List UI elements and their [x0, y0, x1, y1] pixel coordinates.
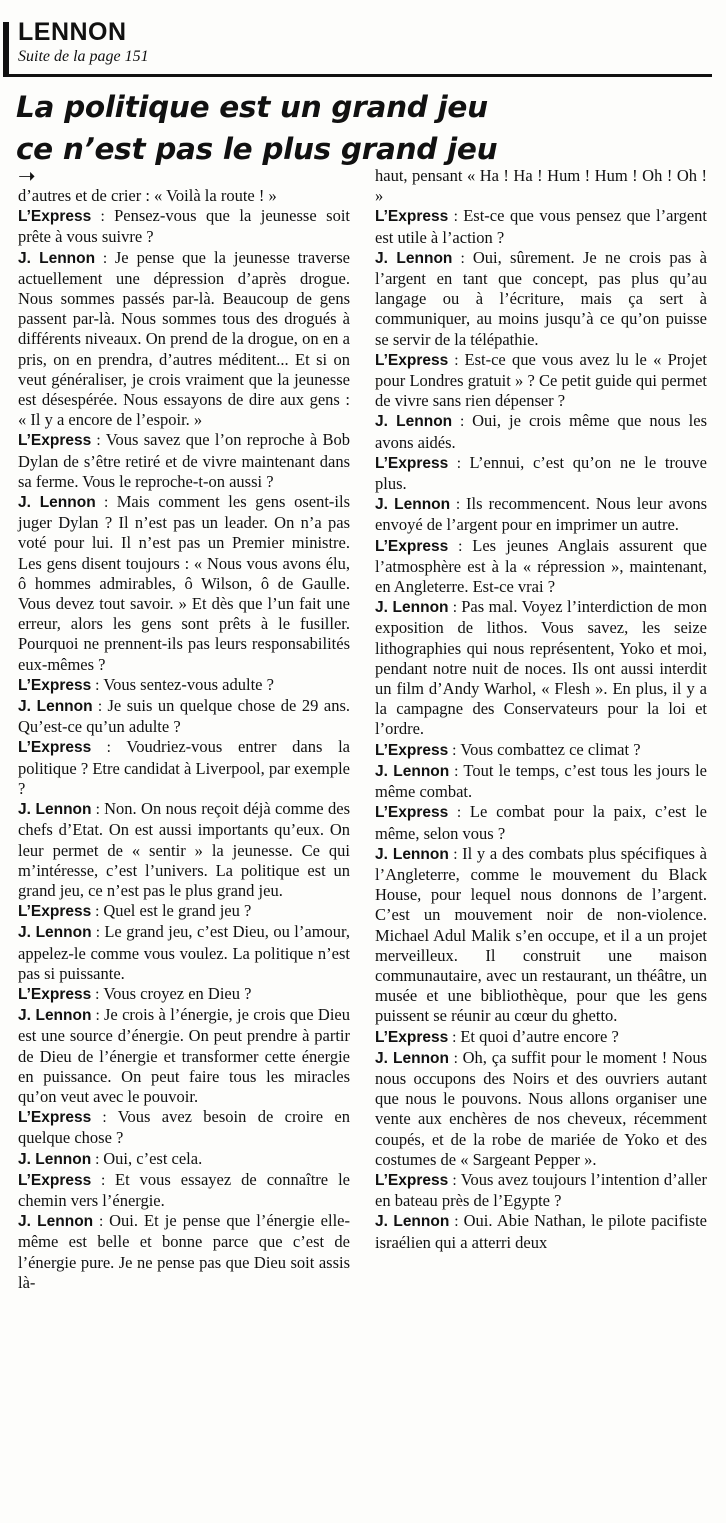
interview-paragraph [375, 411, 707, 452]
speaker-label: L’Express : [18, 739, 126, 756]
interview-paragraph [375, 166, 707, 206]
speaker-label: L’Express : [18, 432, 106, 449]
interview-paragraph [375, 453, 707, 494]
paragraph-text: Oh, ça suffit pour le moment ! Nous nous occupons des Noirs et des ouvriers autant que nous le pouvons. Nous allons organiser une vente aux enchères de nos cheveux, récemment coupés, et de la robe de mariée de Yoko et des costumes de « Sargeant Pepper ». [375, 1047, 707, 1169]
interview-paragraph [375, 597, 707, 739]
interview-paragraph [18, 1107, 350, 1148]
speaker-label: L’Express : [375, 1029, 460, 1046]
paragraph-text: Quel est le grand jeu ? [103, 901, 252, 921]
paragraph-text: Oui. Et je pense que l’énergie elle-même est belle et bonne parce que c’est de l’énergie pure. Je ne pense pas que Dieu soit assis là- [18, 1211, 350, 1292]
interview-paragraph [375, 350, 707, 412]
paragraph-text: Non. On nous reçoit déjà comme des chefs d’Etat. On est aussi importants qu’eux. On leur permet de « sentir » la jeunesse. Ce qui m’intéresse, c’est l’univers. La politique est un grand jeu, ce n’est pas le plus grand jeu. [18, 799, 351, 900]
paragraph-text: Et vous essayez de connaître le chemin vers l’énergie. [18, 1169, 350, 1210]
speaker-label: J. Lennon : [18, 801, 104, 818]
interview-paragraph [375, 1170, 707, 1211]
paragraph-text: Et quoi d’autre encore ? [460, 1026, 619, 1046]
speaker-label: J. Lennon : [375, 413, 472, 430]
speaker-label: J. Lennon : [18, 494, 117, 511]
speaker-label: L’Express : [375, 1172, 461, 1189]
paragraph-text: Est-ce que vous pensez que l’argent est utile à l’action ? [375, 206, 707, 247]
speaker-label: L’Express : [375, 352, 465, 369]
section-title: LENNON [18, 18, 127, 46]
interview-paragraph [375, 802, 707, 843]
paragraph-text: Tout le temps, c’est tous les jours le même combat. [375, 760, 707, 802]
interview-paragraph [18, 248, 350, 431]
interview-paragraph [18, 492, 350, 675]
paragraph-text: Les jeunes Anglais assurent que l’atmosphère est à la « répression », maintenant, en Angleterre. Est-ce vrai ? [375, 535, 707, 597]
speaker-label: J. Lennon : [375, 763, 463, 780]
paragraph-text: Oui, sûrement. Je ne crois pas à l’argent en tant que concept, pas plus qu’au langage ou à l’écriture, mais ça sert à communiquer, au moins jusqu’à ce qu’on puisse se servir de la télépathie. [375, 247, 707, 349]
interview-paragraph [18, 1211, 350, 1293]
interview-paragraph [375, 1027, 707, 1048]
interview-paragraph [18, 922, 350, 984]
header-bottom-rule [3, 74, 712, 77]
paragraph-text: Il y a des combats plus spécifiques à l’Angleterre, comme le mouvement du Black House, pour lequel nous donnons de l’argent. C’est un mouvement noir de non-violence. Michael Adul Malik s’en occupe, et il a un projet merveilleux. Il construit une maison communautaire, avec un restaurant, un théâtre, un musée et une bibliothèque, pour que les gens puissent se réunir au cœur du ghetto. [375, 843, 707, 1026]
interview-paragraph [18, 799, 350, 901]
right-column [375, 166, 707, 1253]
interview-paragraph [375, 1211, 707, 1252]
speaker-label: J. Lennon : [18, 250, 115, 267]
interview-paragraph [18, 206, 350, 247]
speaker-label: L’Express : [18, 1172, 115, 1189]
continuation-arrow-icon: ➝ [18, 164, 36, 188]
interview-paragraph [18, 1005, 350, 1107]
paragraph-text: Le grand jeu, c’est Dieu, ou l’amour, appelez-le comme vous voulez. La politique n’est pas si puissante. [18, 922, 350, 983]
paragraph-text: Pas mal. Voyez l’interdiction de mon exposition de lithos. Vous savez, les seize lithographies qui nous représentent, Yoko et moi, pendant notre nuit de noces. Ils ont aussi interdit un film d’Andy Warhol, « Flesh ». En plus, il y a la campagne des Conservateurs pour la loi et l’ordre. [375, 597, 707, 739]
interview-paragraph [18, 1170, 350, 1211]
speaker-label: L’Express : [18, 1109, 118, 1126]
speaker-label: L’Express : [18, 677, 103, 694]
paragraph-text: Oui, c’est cela. [103, 1148, 203, 1168]
headline-line-2: ce n’est pas le plus grand jeu [16, 132, 498, 166]
speaker-label: L’Express : [375, 538, 472, 555]
paragraph-text: haut, pensant « Ha ! Ha ! Hum ! Hum ! Oh ! Oh ! » [375, 166, 707, 206]
paragraph-text: d’autres et de crier : « Voilà la route ! » [18, 186, 277, 205]
interview-paragraph [375, 740, 707, 761]
paragraph-text: Vous avez toujours l’intention d’aller en bateau près de l’Egypte ? [375, 1169, 707, 1211]
speaker-label: L’Express : [18, 986, 103, 1003]
speaker-label: J. Lennon : [18, 1151, 103, 1168]
paragraph-text: Oui, je crois même que nous les avons aidés. [375, 411, 707, 452]
interview-paragraph [18, 696, 350, 737]
interview-paragraph [375, 206, 707, 247]
interview-paragraph [18, 901, 350, 922]
paragraph-text: Oui. Abie Nathan, le pilote pacifiste israélien qui a atterri deux [375, 1211, 707, 1252]
speaker-label: J. Lennon : [18, 1007, 104, 1024]
speaker-label: L’Express : [375, 804, 470, 821]
interview-paragraph [375, 494, 707, 535]
speaker-label: J. Lennon : [375, 599, 461, 616]
interview-paragraph [18, 675, 350, 696]
speaker-label: J. Lennon : [18, 924, 104, 941]
headline-line-1: La politique est un grand jeu [16, 90, 488, 124]
interview-paragraph [375, 248, 707, 350]
paragraph-text: Je crois à l’énergie, je crois que Dieu est une source d’énergie. On peut prendre à partir de Dieu de l’énergie et transformer cette énergie en puissance. On peut faire tous les miracles qu’on veut avec le pouvoir. [18, 1005, 350, 1106]
interview-paragraph [375, 536, 707, 598]
interview-paragraph [375, 1048, 707, 1170]
speaker-label: L’Express : [375, 208, 463, 225]
speaker-label: J. Lennon : [375, 1213, 464, 1230]
paragraph-text: Vous sentez-vous adulte ? [103, 674, 274, 694]
interview-paragraph [18, 186, 350, 206]
paragraph-text: Pensez-vous que la jeunesse soit prête à vous suivre ? [18, 206, 351, 247]
headline [16, 86, 716, 170]
interview-paragraph [18, 984, 350, 1005]
continued-from-note: Suite de la page 151 [18, 48, 149, 65]
left-column [18, 186, 350, 1293]
speaker-label: J. Lennon : [375, 1050, 463, 1067]
speaker-label: L’Express : [375, 742, 460, 759]
interview-paragraph [18, 1149, 350, 1170]
paragraph-text: Vous savez que l’on reproche à Bob Dylan de s’être retiré et de vivre maintenant dans sa ferme. Vous le reproche-t-on aussi ? [18, 430, 350, 491]
speaker-label: L’Express : [375, 455, 469, 472]
paragraph-text: Mais comment les gens osent-ils juger Dylan ? Il n’est pas un leader. On n’a pas voté pour lui. Il n’est pas un Premier ministre. Les gens disent toujours : « Nous vous avons élu, ô hommes admirables, ô Wilson, ô de Gaulle. Vous devez tout savoir. » Et dès que l’un fait une erreur, alors les gens sont prêts à le fusiller. Pourquoi ne prennent-ils pas leurs responsabilités eux-mêmes ? [18, 492, 350, 674]
interview-paragraph [18, 430, 350, 492]
header-left-rule [3, 22, 9, 74]
paragraph-text: Je suis un quelque chose de 29 ans. Qu’est-ce qu’un adulte ? [18, 696, 350, 737]
paragraph-text: Vous combattez ce climat ? [460, 739, 641, 759]
paragraph-text: Je pense que la jeunesse traverse actuellement une dépression d’après drogue. Nous sommes passés par-là. Beaucoup de gens passent par-là. Nous sommes tous des drogués à différents niveaux. On prend de la drogue, on en a pris, on en prendra, d’autres méditent... Et si on veut généraliser, je crois vraiment que la jeunesse est désespérée. Nous essayons de dire aux gens : « Il y a encore de l’espoir. » [18, 247, 351, 430]
paragraph-text: Est-ce que vous avez lu le « Projet pour Londres gratuit » ? Ce petit guide qui permet de vivre sans rien dépenser ? [375, 349, 707, 411]
speaker-label: L’Express : [18, 208, 114, 225]
interview-paragraph [375, 761, 707, 802]
speaker-label: J. Lennon : [18, 698, 107, 715]
speaker-label: J. Lennon : [18, 1213, 109, 1230]
paragraph-text: Ils recommencent. Nous leur avons envoyé de l’argent pour en imprimer un autre. [375, 494, 707, 535]
speaker-label: J. Lennon : [375, 250, 473, 267]
paragraph-text: Le combat pour la paix, c’est le même, selon vous ? [375, 802, 707, 843]
speaker-label: J. Lennon : [375, 496, 466, 513]
paragraph-text: Vous avez besoin de croire en quelque chose ? [18, 1107, 350, 1148]
speaker-label: L’Express : [18, 903, 103, 920]
speaker-label: J. Lennon : [375, 846, 462, 863]
interview-paragraph [18, 737, 350, 799]
interview-paragraph [375, 844, 707, 1027]
paragraph-text: Voudriez-vous entrer dans la politique ? Etre candidat à Liverpool, par exemple ? [18, 737, 351, 798]
paragraph-text: L’ennui, c’est qu’on ne le trouve plus. [375, 452, 707, 494]
paragraph-text: Vous croyez en Dieu ? [103, 983, 252, 1003]
